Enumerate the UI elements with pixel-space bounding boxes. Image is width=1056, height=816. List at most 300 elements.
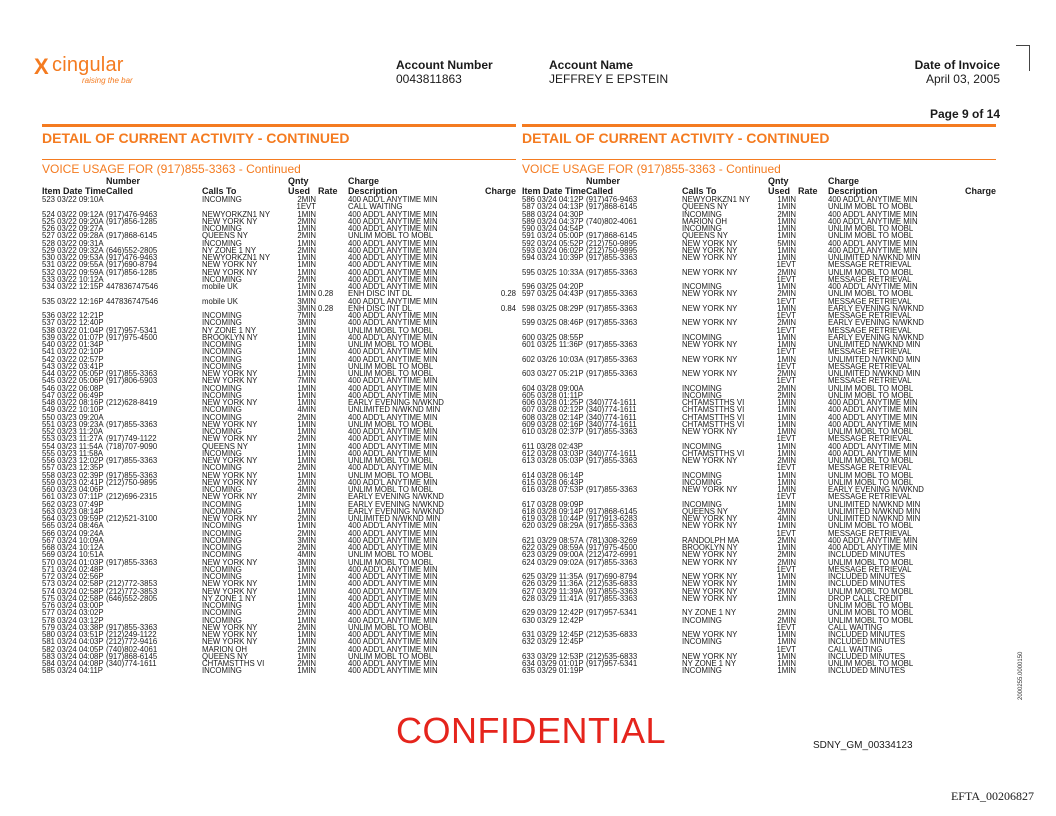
cell-qnty-used: 1MIN <box>777 666 796 676</box>
cell-calls-to: NEW YORK NY <box>682 485 738 494</box>
cell-item-date-time: 611 03/28 02:43P <box>522 441 583 451</box>
cell-qnty-used: 2MIN <box>777 608 796 618</box>
cell-item-date-time: 601 03/25 11:36P <box>522 340 583 349</box>
cell-charge-description: UNLIMITED N/WKND MIN <box>348 405 441 415</box>
cell-charge-description: 400 ADD'L ANYTIME MIN <box>348 601 438 610</box>
cell-item-date-time: 571 03/24 02:48P <box>42 564 104 574</box>
cell-charge-description: UNLIM MOBL TO MOBL <box>828 289 914 299</box>
cell-charge-description: 400 ADD'L ANYTIME MIN <box>828 543 918 552</box>
cell-number-called: (917)855-3363 <box>586 303 638 313</box>
header-description: Description <box>828 186 878 196</box>
cell-calls-to: NEW YORK NY <box>682 253 738 262</box>
cell-number-called: (212)696-2315 <box>106 492 158 502</box>
table-row <box>522 370 996 377</box>
cell-qnty-used: 1EVT <box>776 347 796 357</box>
cell-calls-to: NEW YORK NY <box>682 586 738 596</box>
cell-qnty-used: 2MIN <box>297 477 316 487</box>
cell-qnty-used: 3MIN <box>297 296 316 306</box>
cell-calls-to: NY ZONE 1 NY <box>202 325 257 335</box>
cell-charge-description: 400 ADD'L ANYTIME MIN <box>348 238 438 248</box>
cell-item-date-time: 588 03/24 04:30P <box>522 209 584 219</box>
cell-calls-to: RANDOLPH MA <box>682 535 740 545</box>
cell-number-called: (781)308-3269 <box>586 535 638 545</box>
table-row <box>522 341 996 348</box>
table-row <box>42 356 516 363</box>
cell-calls-to: CHTAMSTTHS VI <box>682 419 745 429</box>
table-row <box>522 667 996 674</box>
cell-qnty-used: 1EVT <box>776 296 796 306</box>
cell-item-date-time: 564 03/23 09:59P <box>42 514 104 523</box>
table-row <box>42 377 516 384</box>
invoice-date-value: April 03, 2005 <box>925 72 1000 86</box>
cell-calls-to: QUEENS NY <box>682 506 728 516</box>
cell-calls-to: INCOMING <box>682 666 722 676</box>
cell-calls-to: NEW YORK NY <box>202 419 258 429</box>
table-row <box>42 544 516 551</box>
cell-qnty-used: 2MIN <box>297 622 316 632</box>
cell-number-called: (212)472-6991 <box>586 550 638 560</box>
cell-calls-to: INCOMING <box>202 274 242 284</box>
cell-number-called: (646)552-2805 <box>106 245 158 255</box>
cell-charge-description: UNLIM MOBL TO MOBL <box>828 586 914 596</box>
cell-charge-description: EARLY EVENING N/WKND <box>828 318 924 328</box>
header-calls-to: Calls To <box>682 186 717 196</box>
cell-calls-to: INCOMING <box>202 666 242 676</box>
cell-charge: 0.84 <box>500 303 516 313</box>
cell-qnty-used: 2MIN <box>297 659 316 668</box>
table-row <box>522 377 996 384</box>
cell-item-date-time: 523 03/22 09:10A <box>42 195 104 204</box>
cell-calls-to: INCOMING <box>202 427 242 436</box>
cell-item-date-time: 546 03/22 06:08P <box>42 383 104 393</box>
cell-charge-description: MESSAGE RETRIEVAL <box>828 260 912 270</box>
header-charge: Charge <box>484 186 516 196</box>
table-row <box>42 421 516 428</box>
cell-qnty-used: 1MIN <box>297 383 316 393</box>
cell-qnty-used: 4MIN <box>297 405 316 415</box>
cell-item-date-time: 554 03/23 11:54A <box>42 441 103 451</box>
cell-charge-description: EARLY EVENING N/WKND <box>828 485 924 494</box>
cell-item-date-time: 635 03/29 01:19P <box>522 666 584 676</box>
cell-charge-description: UNLIM MOBL TO MOBL <box>348 470 434 480</box>
cell-item-date-time: 620 03/29 08:29A <box>522 521 584 531</box>
cell-item-date-time: 589 03/24 04:37P <box>522 216 584 226</box>
activity-column-left <box>42 124 516 675</box>
cell-number-called: (212)628-8419 <box>106 398 158 407</box>
cell-item-date-time: 553 03/23 11:27A <box>42 434 103 444</box>
header-called: Called <box>106 186 134 196</box>
cell-number-called: (917)868-6145 <box>586 506 638 516</box>
cell-number-called: (917)855-3363 <box>586 557 638 567</box>
cell-calls-to: INCOMING <box>202 224 242 233</box>
cell-qnty-used: 1MIN <box>777 303 796 313</box>
cell-qnty-used: 1MIN <box>297 572 316 581</box>
cell-calls-to: NEW YORK NY <box>682 238 738 248</box>
cell-charge-description: INCLUDED MINUTES <box>828 637 906 647</box>
cell-calls-to: INCOMING <box>202 412 242 422</box>
cell-charge-description: 400 ADD'L ANYTIME MIN <box>348 376 438 386</box>
cell-charge-description: 400 ADD'L ANYTIME MIN <box>348 521 438 531</box>
cell-item-date-time: 557 03/23 12:35P <box>42 463 104 473</box>
header-qnty: Qnty <box>288 176 309 186</box>
cell-calls-to: NEW YORK NY <box>682 579 738 589</box>
cell-qnty-used: 2MIN <box>297 216 316 226</box>
cell-charge-description: UNLIM MOBL TO MOBL <box>348 369 434 378</box>
account-number-value: 0043811863 <box>396 72 462 86</box>
cell-item-date-time: 613 03/28 05:03P <box>522 456 584 465</box>
cell-calls-to: INCOMING <box>202 318 242 328</box>
cell-charge-description: 400 ADD'L ANYTIME MIN <box>828 419 918 429</box>
cell-calls-to: INCOMING <box>682 332 722 342</box>
header-description: Description <box>348 186 398 196</box>
cell-qnty-used: 3MIN <box>297 303 316 313</box>
cell-number-called: (212)535-6833 <box>586 651 638 661</box>
cell-calls-to: INCOMING <box>202 564 242 574</box>
cell-calls-to: NEW YORK NY <box>682 521 738 531</box>
cell-qnty-used: 1MIN <box>297 325 316 335</box>
cell-qnty-used: 2MIN <box>777 383 796 393</box>
cell-item-date-time: 585 03/24 04:11P <box>42 666 103 676</box>
brand-name: cingular <box>52 54 124 76</box>
cell-charge-description: 400 ADD'L ANYTIME MIN <box>348 579 438 589</box>
cell-calls-to: INCOMING <box>202 390 242 400</box>
cell-charge-description: UNLIM MOBL TO MOBL <box>348 419 434 429</box>
cell-number-called: 447836747546 <box>106 296 159 306</box>
cell-qnty-used: 1MIN <box>777 412 796 422</box>
table-row <box>42 457 516 464</box>
cell-qnty-used: 2MIN <box>777 586 796 596</box>
cell-qnty-used: 1MIN <box>297 499 316 509</box>
cell-charge-description: 400 ADD'L ANYTIME MIN <box>348 543 438 552</box>
cell-number-called: (212)772-3853 <box>106 579 158 589</box>
cell-number-called: (212)750-9895 <box>586 245 638 255</box>
cell-number-called: (212)772-9416 <box>106 637 158 647</box>
cell-charge-description: UNLIM MOBL TO MOBL <box>828 456 914 465</box>
cell-charge-description: 400 ADD'L ANYTIME MIN <box>348 564 438 574</box>
cell-number-called: (917)855-3363 <box>586 369 638 378</box>
table-row <box>42 609 516 616</box>
cell-charge-description: 400 ADD'L ANYTIME MIN <box>348 260 438 270</box>
cell-calls-to: INCOMING <box>202 601 242 610</box>
cell-calls-to: mobile UK <box>202 282 238 291</box>
cell-qnty-used: 1MIN <box>297 651 316 661</box>
table-row <box>522 660 996 667</box>
cell-charge-description: UNLIM MOBL TO MOBL <box>828 470 914 480</box>
cell-charge-description: ENH DISC INT DL <box>348 303 412 313</box>
cell-calls-to: CHTAMSTTHS VI <box>682 405 745 415</box>
cell-number-called: (917)855-3363 <box>586 253 638 262</box>
cell-rate: 0.28 <box>318 303 334 313</box>
cell-number-called: (340)774-1611 <box>586 405 637 415</box>
cell-item-date-time: 579 03/24 03:38P <box>42 622 104 632</box>
cell-calls-to: NEW YORK NY <box>202 369 258 378</box>
cell-number-called: (917)855-3363 <box>586 593 638 603</box>
cell-calls-to: INCOMING <box>682 224 722 233</box>
cell-qnty-used: 2MIN <box>777 506 796 516</box>
cell-item-date-time: 540 03/22 01:34P <box>42 340 104 349</box>
cell-calls-to: CHTAMSTTHS VI <box>682 412 745 422</box>
table-row <box>522 269 996 276</box>
cell-charge-description: MESSAGE RETRIEVAL <box>828 463 912 473</box>
cell-item-date-time: 537 03/22 12:40P <box>42 318 104 328</box>
table-row <box>522 595 996 602</box>
cell-charge-description: MESSAGE RETRIEVAL <box>828 564 912 574</box>
cell-calls-to: NEW YORK NY <box>202 477 258 487</box>
cell-calls-to: NEW YORK NY <box>682 340 738 349</box>
cell-item-date-time: 616 03/28 07:53P <box>522 485 584 494</box>
cell-qnty-used: 2MIN <box>297 528 316 538</box>
cell-charge-description: UNLIM MOBL TO MOBL <box>348 456 434 465</box>
cell-item-date-time: 529 03/22 09:32A <box>42 245 104 255</box>
cell-calls-to: NEW YORK NY <box>682 514 738 523</box>
cell-calls-to: INCOMING <box>202 238 242 248</box>
cell-charge-description: 400 ADD'L ANYTIME MIN <box>828 398 918 407</box>
cell-qnty-used: 1EVT <box>776 376 796 386</box>
cell-number-called: (917)806-5903 <box>106 376 158 386</box>
cell-calls-to: INCOMING <box>202 521 242 531</box>
header-used: Used <box>288 186 311 196</box>
cell-qnty-used: 1MIN <box>297 398 316 407</box>
cell-item-date-time: 566 03/24 09:24A <box>42 528 104 538</box>
cell-number-called: (212)772-3853 <box>106 586 158 596</box>
cell-number-called: (212)249-1122 <box>106 630 157 639</box>
cell-qnty-used: 1MIN <box>777 485 796 494</box>
cell-calls-to: MARION OH <box>682 216 728 226</box>
cell-item-date-time: 630 03/29 12:42P <box>522 615 584 625</box>
table-row <box>42 196 516 203</box>
cell-qnty-used: 2MIN <box>297 245 316 255</box>
cell-item-date-time: 574 03/24 02:58P <box>42 586 104 596</box>
cell-qnty-used: 1MIN <box>777 637 796 647</box>
cell-number-called: (917)856-1285 <box>106 267 158 277</box>
cell-calls-to: NY ZONE 1 NY <box>682 659 737 668</box>
cell-item-date-time: 586 03/24 04:12P <box>522 195 584 204</box>
cell-number-called: (917)957-5341 <box>586 659 638 668</box>
table-row <box>522 464 996 471</box>
cell-charge-description: UNLIM MOBL TO MOBL <box>828 427 914 436</box>
cell-calls-to: mobile UK <box>202 296 238 306</box>
cell-calls-to: INCOMING <box>202 528 242 538</box>
cell-qnty-used: 2MIN <box>777 550 796 560</box>
cell-item-date-time: 531 03/22 09:55A <box>42 260 104 270</box>
cell-qnty-used: 1MIN <box>777 543 796 552</box>
cell-charge-description: 400 ADD'L ANYTIME MIN <box>348 253 438 262</box>
cell-number-called: (917)855-3363 <box>586 267 638 277</box>
cell-item-date-time: 533 03/22 10:12A <box>42 274 104 284</box>
header-item-date-time: Item Date Time <box>522 186 586 196</box>
cell-charge-description: INCLUDED MINUTES <box>828 579 906 589</box>
cell-charge-description: 400 ADD'L ANYTIME MIN <box>348 593 438 603</box>
cell-calls-to: INCOMING <box>202 383 242 393</box>
cell-number-called: (917)975-4500 <box>106 332 158 342</box>
cell-number-called: (212)750-9895 <box>586 238 638 248</box>
cell-item-date-time: 634 03/29 01:01P <box>522 659 584 668</box>
cell-qnty-used: 2MIN <box>777 209 796 219</box>
cell-number-called: (917)855-3363 <box>586 521 638 531</box>
cell-item-date-time: 556 03/23 12:02P <box>42 456 104 465</box>
cell-item-date-time: 551 03/23 09:23A <box>42 419 104 429</box>
cell-qnty-used: 2MIN <box>297 412 316 422</box>
cell-charge-description: 400 ADD'L ANYTIME MIN <box>828 441 918 451</box>
cell-qnty-used: 1MIN <box>777 340 796 349</box>
cell-number-called: (212)521-3100 <box>106 514 158 523</box>
cell-charge-description: INCLUDED MINUTES <box>828 550 906 560</box>
cell-calls-to: INCOMING <box>202 572 242 581</box>
cell-item-date-time: 561 03/23 07:11P <box>42 492 103 502</box>
cell-calls-to: CHTAMSTTHS VI <box>202 659 265 668</box>
cell-calls-to: NEW YORK NY <box>202 470 258 480</box>
cell-charge-description: UNLIM MOBL TO MOBL <box>828 390 914 400</box>
header-charge: Charge <box>964 186 996 196</box>
cell-calls-to: NEW YORK NY <box>682 456 738 465</box>
cell-number-called: (917)855-3363 <box>106 470 158 480</box>
table-row <box>42 501 516 508</box>
cell-item-date-time: 600 03/25 08:55P <box>522 332 584 342</box>
cell-item-date-time: 614 03/28 06:14P <box>522 470 584 480</box>
cell-qnty-used: 2MIN <box>777 369 796 378</box>
cell-calls-to: INCOMING <box>202 608 242 618</box>
cell-qnty-used: 1MIN <box>297 666 316 676</box>
cell-item-date-time: 622 03/29 08:59A <box>522 543 584 552</box>
cell-qnty-used: 1EVT <box>776 434 796 444</box>
header-number: Number <box>106 176 141 186</box>
cell-number-called: (917)855-3363 <box>106 557 158 567</box>
cell-item-date-time: 607 03/28 02:12P <box>522 405 584 415</box>
cell-calls-to: NEW YORK NY <box>682 245 738 255</box>
cell-charge-description: 400 ADD'L ANYTIME MIN <box>828 245 918 255</box>
cell-charge-description: 400 ADD'L ANYTIME MIN <box>348 477 438 487</box>
cell-number-called: (340)774-1611 <box>586 412 637 422</box>
cell-item-date-time: 587 03/24 04:13P <box>522 202 584 212</box>
cell-qnty-used: 1MIN <box>297 593 316 603</box>
table-row <box>42 660 516 667</box>
cell-calls-to: INCOMING <box>682 209 722 219</box>
cell-charge-description: UNLIM MOBL TO MOBL <box>828 521 914 531</box>
table-row <box>42 334 516 341</box>
table-row <box>42 385 516 392</box>
cell-qnty-used: 2MIN <box>777 535 796 545</box>
account-number-block <box>396 58 493 86</box>
cell-item-date-time: 584 03/24 04:08P <box>42 659 104 668</box>
cell-charge-description: UNLIM MOBL TO MOBL <box>828 231 914 241</box>
cell-charge-description: UNLIMITED N/WKND MIN <box>828 499 921 509</box>
cell-item-date-time: 539 03/22 01:07P <box>42 332 104 342</box>
cell-qnty-used: 1MIN <box>297 441 316 451</box>
table-row <box>522 559 996 566</box>
cell-item-date-time: 548 03/22 08:16P <box>42 398 104 407</box>
cell-qnty-used: 1MIN <box>777 499 796 509</box>
cell-calls-to: QUEENS NY <box>682 202 728 212</box>
usage-rows-left <box>42 196 516 675</box>
cell-item-date-time: 560 03/23 04:06P <box>42 485 104 494</box>
header-charge-top: Charge <box>348 176 380 186</box>
cell-item-date-time: 633 03/29 12:53P <box>522 651 584 661</box>
cell-charge-description: 400 ADD'L ANYTIME MIN <box>828 195 918 204</box>
cell-charge-description: 400 ADD'L ANYTIME MIN <box>348 332 438 342</box>
cell-qnty-used: 7MIN <box>297 311 316 320</box>
cell-calls-to: INCOMING <box>202 354 242 364</box>
cell-item-date-time: 593 03/24 06:02P <box>522 245 584 255</box>
cell-charge-description: 400 ADD'L ANYTIME MIN <box>348 535 438 545</box>
cell-calls-to: INCOMING <box>682 441 722 451</box>
cell-charge-description: 400 ADD'L ANYTIME MIN <box>348 666 438 676</box>
cell-qnty-used: 2MIN <box>297 463 316 473</box>
cell-calls-to: NEW YORK NY <box>682 427 738 436</box>
cell-charge-description: CALL WAITING <box>828 644 883 654</box>
cell-qnty-used: 2MIN <box>297 195 316 204</box>
cell-charge-description: UNLIM MOBL TO MOBL <box>348 651 434 661</box>
cell-rate: 0.28 <box>318 289 334 299</box>
cell-item-date-time: 631 03/29 12:45P <box>522 630 584 639</box>
table-row <box>42 559 516 566</box>
cell-qnty-used: 1MIN <box>777 572 796 581</box>
cell-calls-to: NEW YORK NY <box>202 557 258 567</box>
cell-item-date-time: 583 03/24 04:08P <box>42 651 104 661</box>
cell-qnty-used: 1MIN <box>777 441 796 451</box>
cell-charge-description: 400 ADD'L ANYTIME MIN <box>348 274 438 284</box>
cell-number-called: (917)855-3363 <box>586 289 638 299</box>
cell-charge-description: 400 ADD'L ANYTIME MIN <box>348 209 438 219</box>
table-row <box>42 218 516 225</box>
table-row <box>42 566 516 573</box>
cell-calls-to: QUEENS NY <box>682 231 728 241</box>
cell-qnty-used: 1MIN <box>297 224 316 233</box>
cell-item-date-time: 608 03/28 02:14P <box>522 412 584 422</box>
cell-calls-to: NEW YORK NY <box>202 398 258 407</box>
usage-title: VOICE USAGE FOR (917)855-3363 - Continued <box>522 159 996 175</box>
cell-qnty-used: 1EVT <box>776 622 796 632</box>
cell-number-called: (917)856-1285 <box>106 216 158 226</box>
cell-charge-description: 400 ADD'L ANYTIME MIN <box>348 528 438 538</box>
cell-charge-description: EARLY EVENING N/WKND <box>348 506 444 516</box>
cell-calls-to: BROOKLYN NY <box>202 332 258 342</box>
cell-qnty-used: 1MIN <box>297 470 316 480</box>
cell-charge-description: CALL WAITING <box>828 622 883 632</box>
cell-number-called: (917)476-9463 <box>106 209 158 219</box>
cell-number-called: (212)750-9895 <box>106 477 158 487</box>
cell-calls-to: INCOMING <box>202 506 242 516</box>
table-row <box>522 493 996 500</box>
table-row <box>522 609 996 616</box>
cell-qnty-used: 1MIN <box>777 427 796 436</box>
cell-qnty-used: 1MIN <box>777 470 796 480</box>
cell-qnty-used: 1MIN <box>777 659 796 668</box>
cell-calls-to: NEW YORK NY <box>682 557 738 567</box>
column-headers <box>42 175 516 196</box>
cell-charge-description: UNLIM MOBL TO MOBL <box>348 485 434 494</box>
cell-calls-to: NY ZONE 1 NY <box>202 593 257 603</box>
cell-qnty-used: 2MIN <box>297 231 316 241</box>
cell-charge-description: UNLIM MOBL TO MOBL <box>828 383 914 393</box>
cell-calls-to: INCOMING <box>202 615 242 625</box>
section-title: DETAIL OF CURRENT ACTIVITY - CONTINUED <box>42 124 516 144</box>
cell-calls-to: NEW YORK NY <box>682 550 738 560</box>
cell-calls-to: NY ZONE 1 NY <box>682 608 737 618</box>
usage-title: VOICE USAGE FOR (917)855-3363 - Continued <box>42 159 516 175</box>
cell-number-called: (917)476-9463 <box>106 253 158 262</box>
cell-item-date-time: 615 03/28 06:43P <box>522 477 584 487</box>
cell-number-called: (917)868-6145 <box>106 231 158 241</box>
header-rate: Rate <box>318 186 338 196</box>
cell-calls-to: NEW YORK NY <box>202 622 258 632</box>
cell-number-called: (917)855-3363 <box>106 419 158 429</box>
header-rate: Rate <box>798 186 818 196</box>
cell-charge-description: MESSAGE RETRIEVAL <box>828 528 912 538</box>
cell-calls-to: INCOMING <box>682 477 722 487</box>
cell-calls-to: NEW YORK NY <box>682 303 738 313</box>
cell-number-called: (917)855-3363 <box>586 354 638 364</box>
cell-calls-to: INCOMING <box>682 470 722 480</box>
